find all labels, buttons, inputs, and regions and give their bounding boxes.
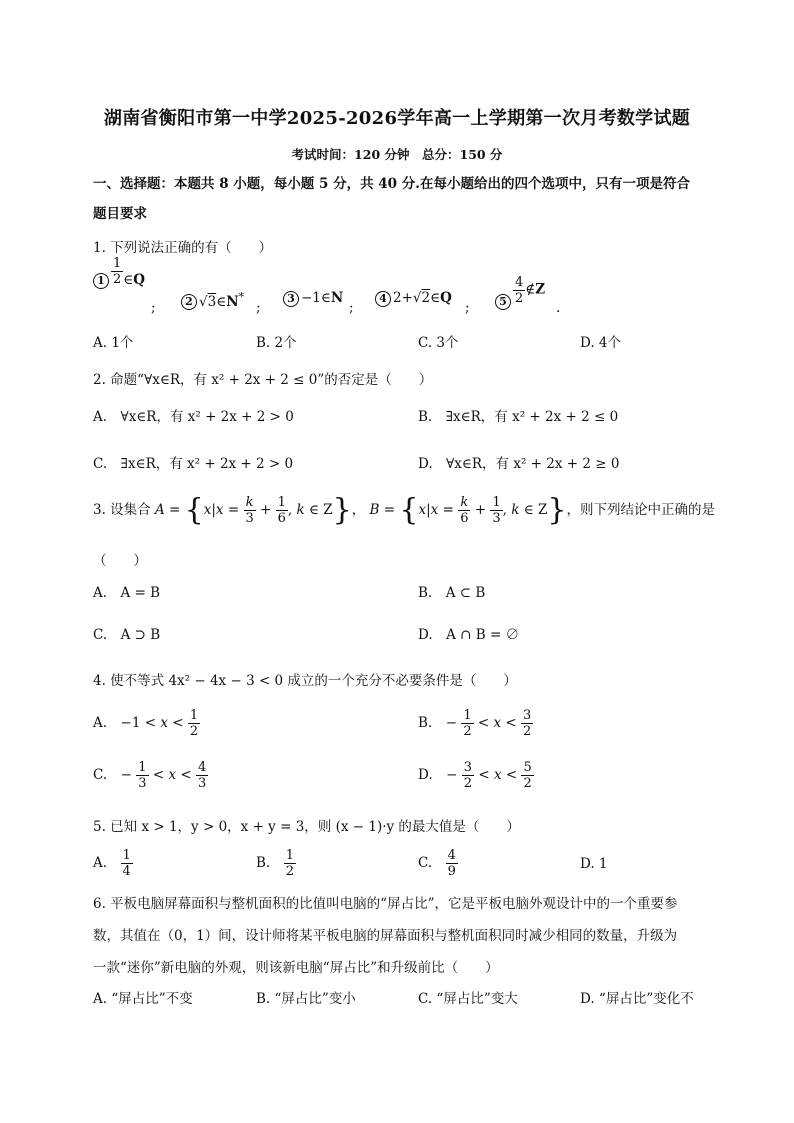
page-title: 湖南省衡阳市第一中学2025-2026学年高一上学期第一次月考数学试题 — [103, 108, 691, 129]
q4-option-b[interactable]: B. − $\frac{1}{2}$ < x < $\frac{3}{2}$ — [418, 708, 532, 739]
item-1: 1 $\frac{1}{2}$ ∈Q — [93, 272, 145, 289]
question-5-stem: 5. 已知 x > 1，y > 0，x + y = 3，则 (x − 1)·y 的最大值是（ ） — [93, 819, 520, 835]
circled-2-icon: 2 — [181, 294, 197, 310]
circled-3-icon: 3 — [283, 291, 299, 307]
q6-option-d[interactable]: D. “屏占比”变化不 — [580, 991, 694, 1007]
q4-option-c[interactable]: C. − $\frac{1}{3}$ < x < $\frac{4}{3}$ — [93, 760, 207, 791]
q4-option-d[interactable]: D. − $\frac{3}{2}$ < x < $\frac{5}{2}$ — [418, 760, 532, 791]
q2-option-a[interactable]: A. ∀x∈R，有 x² + 2x + 2 > 0 — [93, 409, 294, 425]
q6-option-a[interactable]: A. “屏占比”不变 — [93, 991, 193, 1007]
q1-option-a[interactable]: A. 1个 — [93, 335, 134, 351]
q6-option-b[interactable]: B. “屏占比”变小 — [256, 991, 356, 1007]
q2-option-b[interactable]: B. ∃x∈R，有 x² + 2x + 2 ≤ 0 — [418, 409, 619, 425]
item-5: 5 $\frac{4}{2}$ ∉Z — [495, 270, 545, 310]
q4-option-a[interactable]: A. −1 < x < $\frac{1}{2}$ — [93, 708, 199, 739]
q5-option-c[interactable]: C. $\frac{4}{9}$ — [418, 848, 456, 879]
question-6-line1: 6. 平板电脑屏幕面积与整机面积的比值叫电脑的“屏占比”，它是平板电脑外观设计中的一个重要参 — [93, 896, 678, 912]
circled-1-icon: 1 — [93, 273, 109, 289]
section-heading: 一、选择题：本题共 8 小题，每小题 5 分，共 40 分.在每小题给出的四个选项中，只有一项是符合 — [93, 176, 690, 192]
q3-option-b[interactable]: B. A ⊂ B — [418, 585, 486, 601]
circled-5-icon: 5 — [495, 294, 511, 310]
exam-info: 考试时间：120 分钟 总分：150 分 — [291, 147, 503, 162]
q5-option-d[interactable]: D. 1 — [580, 856, 608, 872]
q5-option-b[interactable]: B. $\frac{1}{2}$ — [256, 848, 294, 879]
question-6-line3: 一款“迷你”新电脑的外观，则该新电脑“屏占比”和升级前比（ ） — [93, 960, 499, 976]
q5-option-a[interactable]: A. $\frac{1}{4}$ — [93, 848, 131, 879]
q3-option-c[interactable]: C. A ⊃ B — [93, 627, 161, 643]
question-1-stem: 1. 下列说法正确的有（ ） — [93, 240, 273, 256]
question-3-paren: （ ） — [93, 553, 147, 569]
q1-option-c[interactable]: C. 3个 — [418, 335, 459, 351]
item-2: 2 √3∈N* — [181, 290, 244, 310]
q2-option-c[interactable]: C. ∃x∈R，有 x² + 2x + 2 > 0 — [93, 456, 294, 472]
q3-option-a[interactable]: A. A = B — [93, 585, 161, 601]
question-3-stem: 3. 设集合 A = {x|x = $\frac{k}{3}$ + $\frac{1}{6}$ , k ∈ Z}， B = {x|x = $\frac{k}{6}$ + $\frac{1}{3}$ , k ∈ Z}，则下列结论中正确的是 — [93, 492, 715, 528]
q3-option-d[interactable]: D. A ∩ B = ∅ — [418, 627, 520, 643]
q1-option-d[interactable]: D. 4个 — [580, 335, 622, 351]
item-3: 3 −1∈N — [283, 290, 343, 307]
q2-option-d[interactable]: D. ∀x∈R，有 x² + 2x + 2 ≥ 0 — [418, 456, 620, 472]
question-6-line2: 数，其值在（0，1）间，设计师将某平板电脑的屏幕面积与整机面积同时减少相同的数量，升级为 — [93, 928, 678, 944]
item-4: 4 2+√2∈Q — [375, 290, 452, 307]
q1-option-b[interactable]: B. 2个 — [256, 335, 297, 351]
section-heading-cont: 题目要求 — [93, 206, 147, 222]
question-2-stem: 2. 命题“∀x∈R，有 x² + 2x + 2 ≤ 0”的否定是（ ） — [93, 372, 433, 388]
question-4-stem: 4. 使不等式 4x² − 4x − 3 < 0 成立的一个充分不必要条件是（ ） — [93, 673, 517, 689]
circled-4-icon: 4 — [375, 291, 391, 307]
q6-option-c[interactable]: C. “屏占比”变大 — [418, 991, 518, 1007]
